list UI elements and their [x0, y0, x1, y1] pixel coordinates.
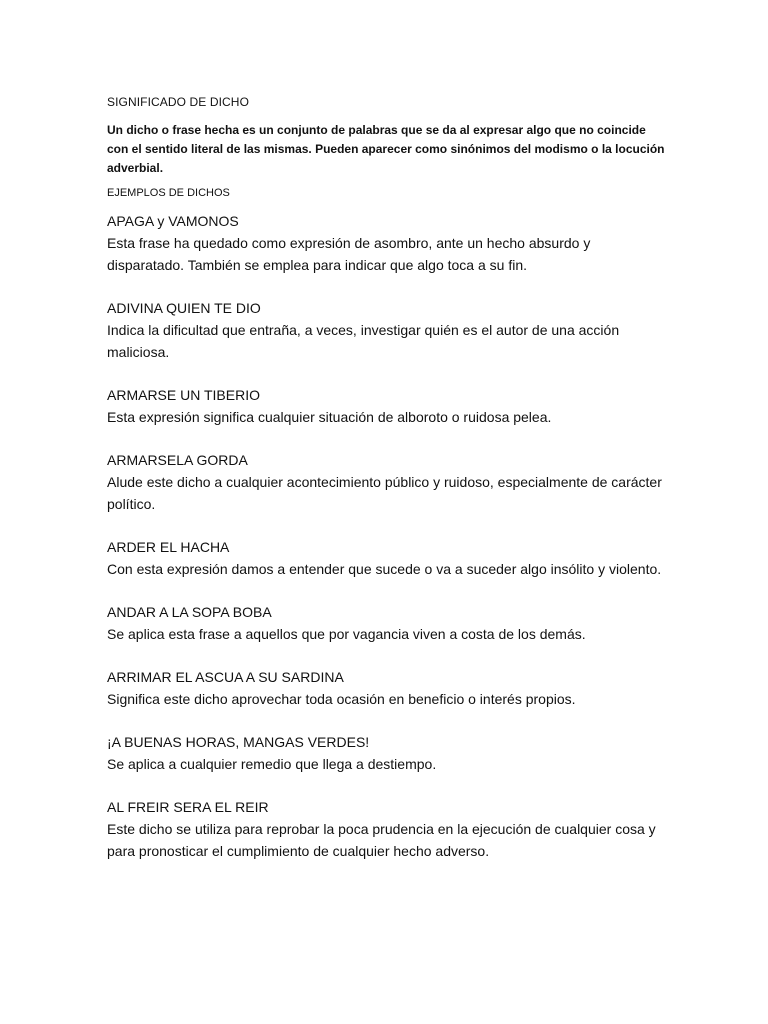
intro-paragraph: Un dicho o frase hecha es un conjunto de palabras que se da al expresar algo que no coincide con el sentido literal de las mismas. Pueden aparecer como sinónimos del modismo o la locución adverbial. — [107, 123, 665, 175]
saying-title: ANDAR A LA SOPA BOBA — [107, 604, 272, 620]
saying-description: Se aplica a cualquier remedio que llega a destiempo. — [107, 756, 437, 772]
document-content — [107, 93, 667, 862]
saying-title: ARMARSE UN TIBERIO — [107, 387, 260, 403]
saying-title: ARDER EL HACHA — [107, 539, 230, 555]
page-title: SIGNIFICADO DE DICHO — [107, 95, 250, 109]
saying-description: Esta expresión significa cualquier situación de alboroto o ruidosa pelea. — [107, 409, 552, 425]
saying-title: ARMARSELA GORDA — [107, 452, 248, 468]
saying-description: Con esta expresión damos a entender que sucede o va a suceder algo insólito y violento. — [107, 561, 662, 577]
saying-entry — [107, 210, 667, 276]
saying-entry — [107, 297, 667, 363]
saying-title: AL FREIR SERA EL REIR — [107, 799, 269, 815]
saying-description: Indica la dificultad que entraña, a veces, investigar quién es el autor de una acción maliciosa. — [107, 322, 620, 360]
saying-entry — [107, 796, 667, 862]
saying-description: Significa este dicho aprovechar toda ocasión en beneficio o interés propios. — [107, 691, 576, 707]
saying-description: Este dicho se utiliza para reprobar la poca prudencia en la ejecución de cualquier cosa y para pronosticar el cumplimiento de cualquier hecho adverso. — [107, 821, 656, 859]
saying-entry — [107, 666, 667, 710]
saying-entry — [107, 601, 667, 645]
saying-title: APAGA y VAMONOS — [107, 213, 239, 229]
saying-description: Alude este dicho a cualquier acontecimiento público y ruidoso, especialmente de carácter político. — [107, 474, 662, 512]
saying-title: ¡A BUENAS HORAS, MANGAS VERDES! — [107, 734, 370, 750]
saying-description: Esta frase ha quedado como expresión de asombro, ante un hecho absurdo y disparatado. También se emplea para indicar que algo toca a su fin. — [107, 235, 591, 273]
saying-title: ADIVINA QUIEN TE DIO — [107, 300, 261, 316]
saying-entry — [107, 731, 667, 775]
examples-heading: EJEMPLOS DE DICHOS — [107, 187, 230, 199]
saying-title: ARRIMAR EL ASCUA A SU SARDINA — [107, 669, 344, 685]
saying-entry — [107, 449, 667, 515]
saying-entry — [107, 384, 667, 428]
saying-entry — [107, 536, 667, 580]
saying-description: Se aplica esta frase a aquellos que por vagancia viven a costa de los demás. — [107, 626, 586, 642]
